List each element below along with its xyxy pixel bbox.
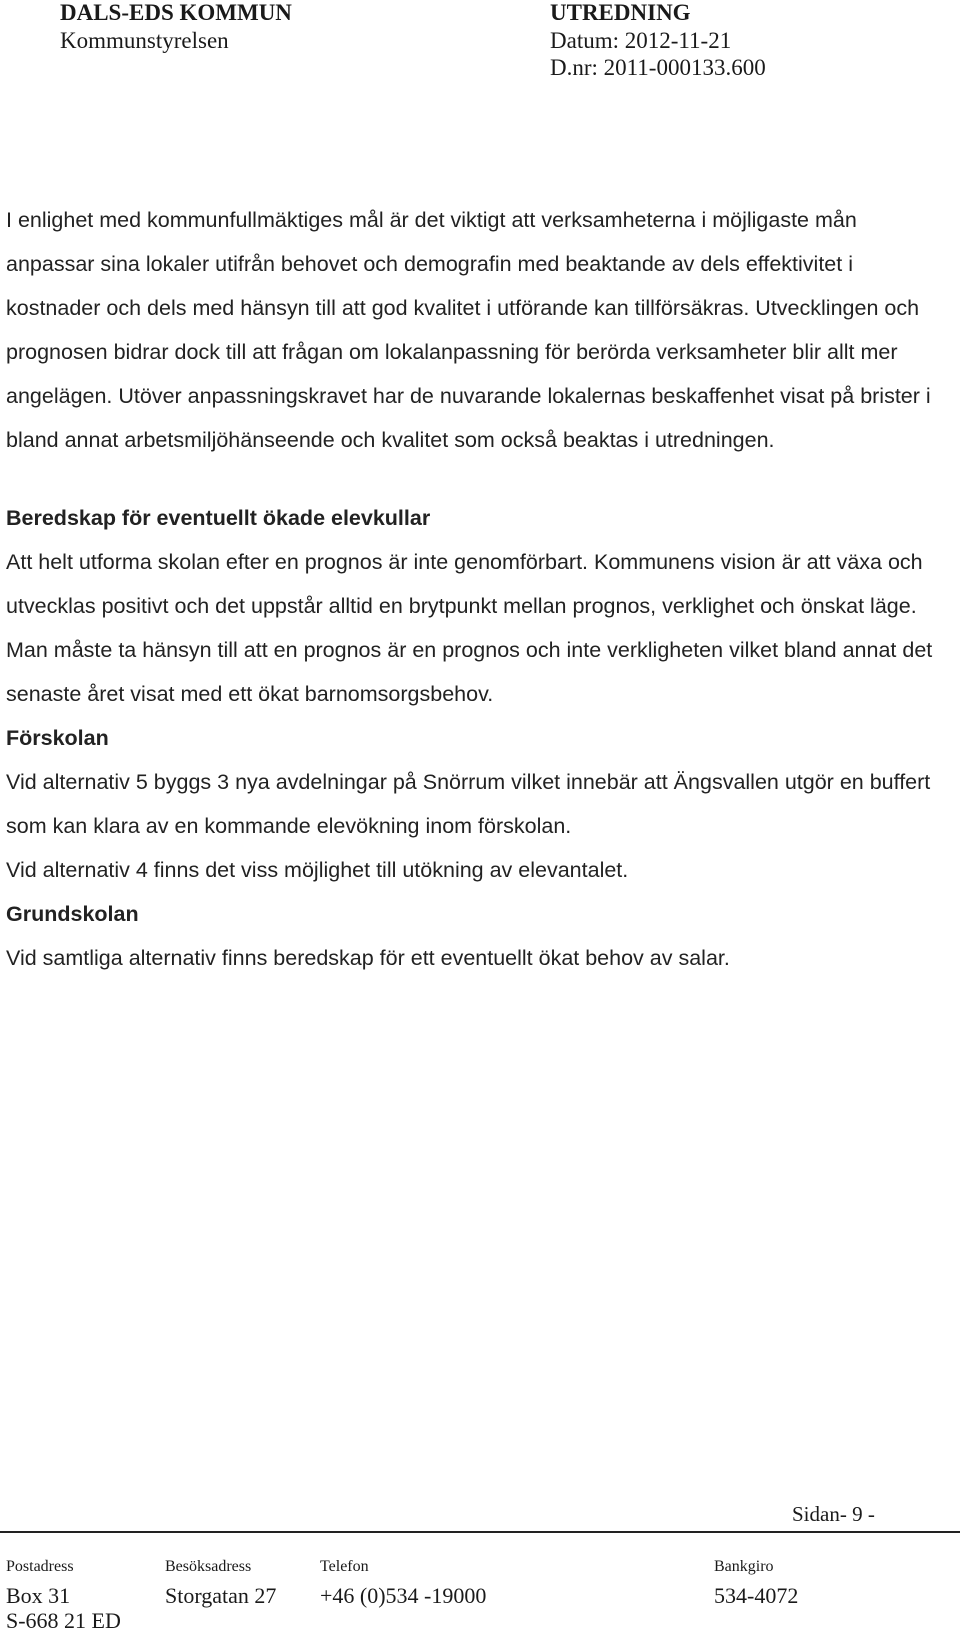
footer-telefon-value: +46 (0)534 -19000 (320, 1583, 487, 1608)
header-date: Datum: 2012-11-21 (550, 28, 732, 53)
paragraph-beredskap: Att helt utforma skolan efter en prognos är inte genomförbart. Kommunens vision är att växa och utvecklas positivt och det uppstår alltid en brytpunkt mellan prognos, verklighet och önskat läge. Man måste ta hänsyn till att en prognos är en prognos och inte verkligheten vilket bland annat det senaste året visat med ett ökat barnomsorgsbehov. (6, 550, 933, 706)
heading-beredskap: Beredskap för eventuellt ökade elevkullar (6, 506, 431, 530)
paragraph-forskolan-alt5: Vid alternativ 5 byggs 3 nya avdelningar på Snörrum vilket innebär att Ängsvallen utgör en buffert som kan klara av en kommande elevökning inom förskolan. (6, 770, 931, 838)
footer-postadress-line1: Box 31 (6, 1583, 71, 1608)
footer-telefon-label: Telefon (320, 1558, 369, 1575)
footer-postadress-line2: S-668 21 ED (6, 1608, 121, 1633)
header-dnr: D.nr: 2011-000133.600 (550, 55, 766, 80)
heading-forskolan: Förskolan (6, 726, 109, 750)
footer-besoksadress-value: Storgatan 27 (165, 1583, 277, 1608)
document-body (6, 198, 946, 980)
footer-postadress-label: Postadress (6, 1558, 74, 1575)
header-doc-type: UTREDNING (550, 0, 691, 25)
header-dept: Kommunstyrelsen (60, 28, 229, 53)
paragraph-forskolan-alt4: Vid alternativ 4 finns det viss möjlighet till utökning av elevantalet. (6, 858, 629, 882)
paragraph-intro: I enlighet med kommunfullmäktiges mål är det viktigt att verksamheterna i möjligaste mån anpassar sina lokaler utifrån behovet och demografin med beaktande av dels effektivitet i kostnader och dels med hänsyn till att god kvalitet i utförande kan tillförsäkras. Utvecklingen och prognosen bidrar dock till att frågan om lokalanpassning för berörda verksamheter blir allt mer angelägen. Utöver anpassningskravet har de nuvarande lokalernas beskaffenhet visat på brister i bland annat arbetsmiljöhänseende och kvalitet som också beaktas i utredningen. (6, 208, 931, 452)
page-number: Sidan- 9 - (792, 1502, 875, 1526)
header-org: DALS-EDS KOMMUN (60, 0, 292, 25)
footer-bankgiro-value: 534-4072 (714, 1583, 799, 1608)
heading-grundskolan: Grundskolan (6, 902, 139, 926)
footer-divider (0, 1531, 960, 1533)
footer-besoksadress-label: Besöksadress (165, 1558, 252, 1575)
paragraph-grundskolan: Vid samtliga alternativ finns beredskap för ett eventuellt ökat behov av salar. (6, 946, 730, 970)
footer-bankgiro-label: Bankgiro (714, 1558, 774, 1575)
